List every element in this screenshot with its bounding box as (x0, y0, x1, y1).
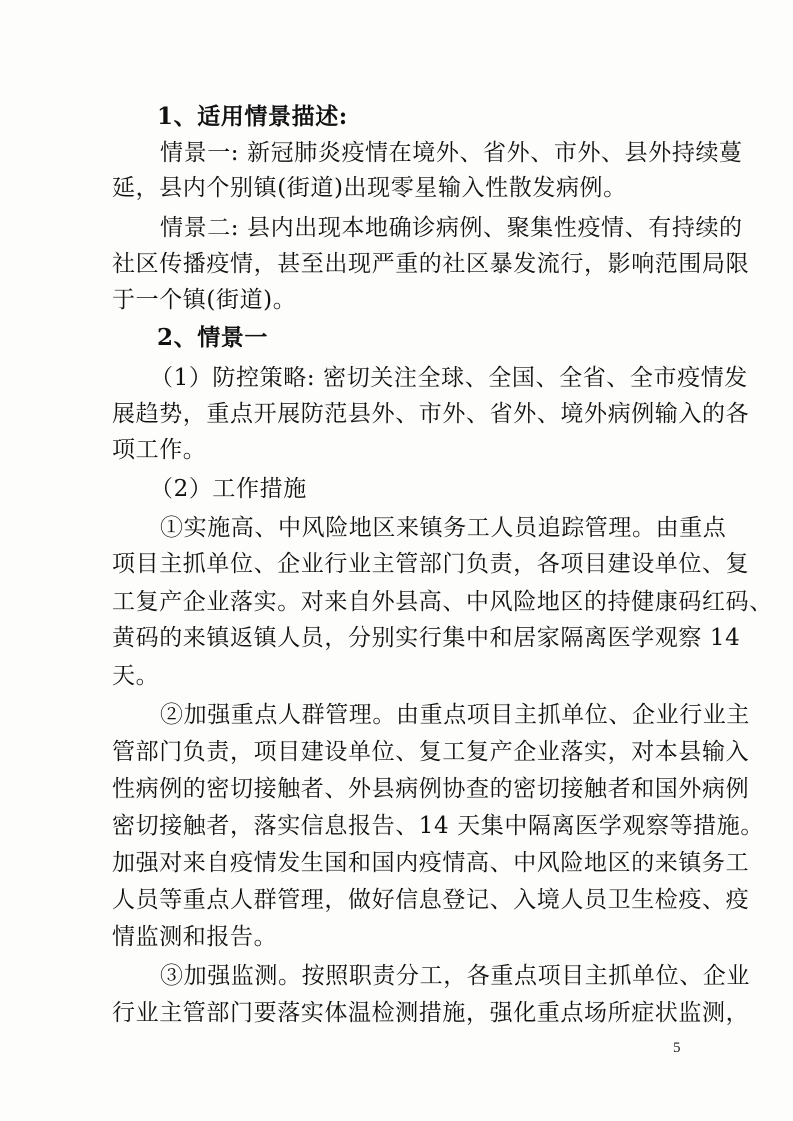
measure1-line1: ①实施高、中风险地区来镇务工人员追踪管理。由重点 (160, 515, 727, 541)
scene1-line2: 延，县内个别镇(街道)出现零星输入性散发病例。 (112, 175, 627, 201)
measure1-line2: 项目主抓单位、企业行业主管部门负责，各项目建设单位、复 (112, 551, 750, 577)
measure2-line3: 性病例的密切接触者、外县病例协查的密切接触者和国外病例 (112, 776, 750, 802)
measure2-line6: 人员等重点人群管理，做好信息登记、入境人员卫生检疫、疫 (112, 887, 750, 913)
measure2-line4: 密切接触者，落实信息报告、14 天集中隔离医学观察等措施。 (112, 813, 764, 839)
measure1-line5: 天。 (112, 663, 160, 689)
measure2-line2: 管部门负责，项目建设单位、复工复产企业落实，对本县输入 (112, 739, 750, 765)
measure2-line7: 情监测和报告。 (112, 924, 278, 950)
measure1-line4: 黄码的来镇返镇人员，分别实行集中和居家隔离医学观察 14 (112, 625, 741, 651)
scene2-line1: 情景二: 县内出现本地确诊病例、聚集性疫情、有持续的 (160, 215, 743, 241)
scene2-line3: 于一个镇(街道)。 (112, 287, 297, 313)
scene1-line1: 情景一: 新冠肺炎疫情在境外、省外、市外、县外持续蔓 (160, 140, 743, 166)
section-heading-applicable-scenarios: 1、适用情景描述: (157, 103, 348, 130)
measure2-line5: 加强对来自疫情发生国和国内疫情高、中风险地区的来镇务工 (112, 850, 750, 876)
strategy-line1: （1）防控策略: 密切关注全球、全国、全省、全市疫情发 (150, 365, 748, 391)
strategy-line3: 项工作。 (112, 437, 207, 463)
scene2-line2: 社区传播疫情，甚至出现严重的社区暴发流行，影响范围局限 (112, 251, 750, 277)
measure3-line1: ③加强监测。按照职责分工，各重点项目主抓单位、企业 (160, 963, 750, 989)
measure1-line3: 工复产企业落实。对来自外县高、中风险地区的持健康码红码、 (112, 589, 773, 615)
measure3-line2: 行业主管部门要落实体温检测措施，强化重点场所症状监测， (112, 1000, 750, 1026)
section-heading-scenario-one: 2、情景一 (157, 324, 269, 351)
measures-title: （2）工作措施 (150, 476, 307, 502)
strategy-line2: 展趋势，重点开展防范县外、市外、省外、境外病例输入的各 (112, 401, 750, 427)
measure2-line1: ②加强重点人群管理。由重点项目主抓单位、企业行业主 (160, 702, 750, 728)
page-number: 5 (673, 1040, 681, 1056)
